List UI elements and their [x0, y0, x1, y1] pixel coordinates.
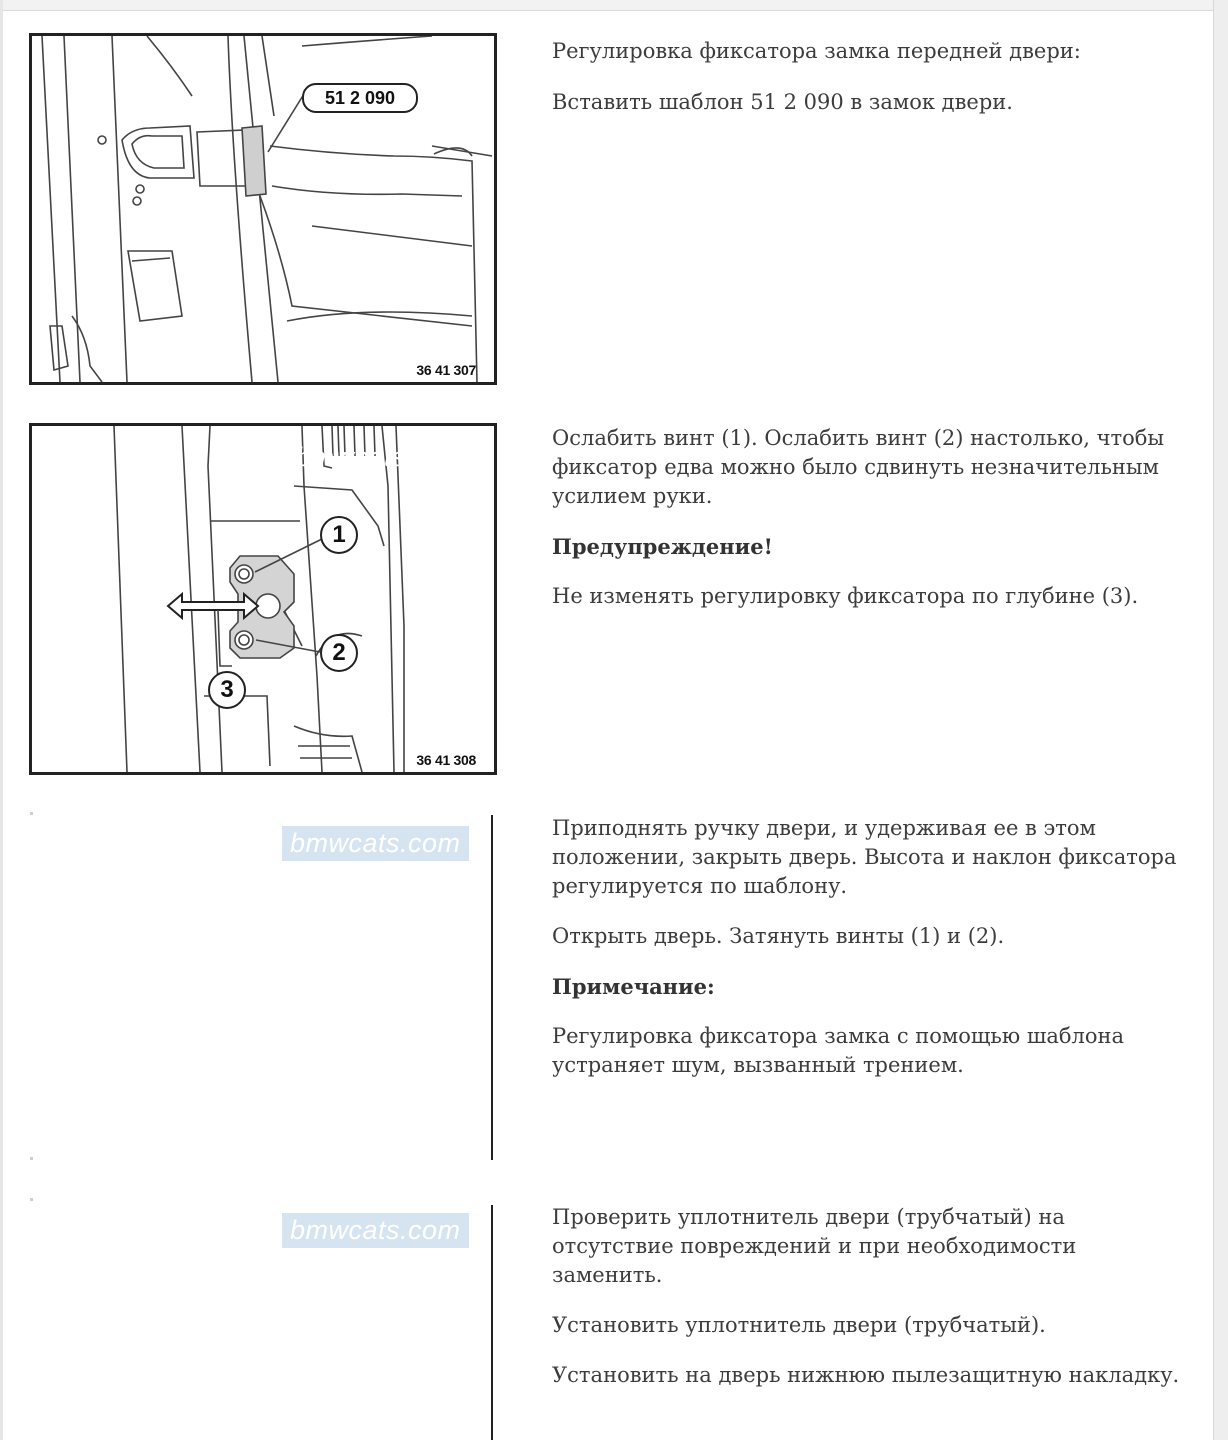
striker-adjustment-drawing [32, 426, 494, 772]
paragraph: Установить уплотнитель двери (трубчатый). [552, 1313, 1046, 1337]
paragraph-line: фиксатор едва можно было сдвинуть незначительным [552, 455, 1159, 479]
figure-edge-line [491, 815, 493, 1160]
paragraph: Открыть дверь. Затянуть винты (1) и (2). [552, 924, 1005, 948]
section-3-text [552, 814, 1192, 1080]
paragraph-line: заменить. [552, 1263, 663, 1287]
paragraph: Установить на дверь нижнюю пылезащитную накладку. [552, 1363, 1180, 1387]
note-heading: Примечание: [552, 974, 715, 999]
watermark: bmwcats.com [298, 52, 469, 82]
paragraph-line: Приподнять ручку двери, и удерживая ее в этом [552, 816, 1096, 840]
watermark: bmwcats.com [282, 1213, 469, 1248]
warning-heading: Предупреждение! [552, 534, 773, 559]
top-border [0, 0, 1228, 11]
paragraph: Регулировка фиксатора замка передней двери: [552, 39, 1081, 63]
paragraph-line: Проверить уплотнитель двери (трубчатый) на [552, 1205, 1065, 1229]
paragraph-line: регулируется по шаблону. [552, 874, 848, 898]
section-2-text [552, 424, 1192, 611]
figure-36-41-308 [29, 423, 497, 775]
paragraph-line: Регулировка фиксатора замка с помощью шаблона [552, 1024, 1125, 1048]
paragraph-line: усилием руки. [552, 484, 713, 508]
callout-3: 3 [208, 671, 246, 709]
scan-speck [30, 1198, 33, 1201]
section-1-text [552, 37, 1192, 117]
tool-label-badge [302, 83, 418, 113]
left-edge [0, 0, 3, 1440]
figure-number: 36 41 307 [416, 362, 476, 378]
scan-speck [30, 812, 33, 815]
figure-edge-line [491, 1205, 493, 1440]
figure-36-41-307 [29, 33, 497, 385]
paragraph: Не изменять регулировку фиксатора по глубине (3). [552, 584, 1139, 608]
paragraph-line: положении, закрыть дверь. Высота и наклон фиксатора [552, 845, 1177, 869]
callout-2: 2 [320, 634, 358, 672]
tool-label: 51 2 090 [324, 88, 396, 108]
paragraph-line: Ослабить винт (1). Ослабить винт (2) настолько, чтобы [552, 426, 1165, 450]
scrollbar-track[interactable] [1213, 0, 1228, 1440]
figure-number: 36 41 308 [416, 752, 476, 768]
callout-1: 1 [320, 516, 358, 554]
watermark: bmwcats.com [282, 826, 469, 861]
section-4-text [552, 1203, 1192, 1390]
scan-speck [30, 1157, 33, 1160]
paragraph: Вставить шаблон 51 2 090 в замок двери. [552, 90, 1013, 114]
paragraph-line: отсутствие повреждений и при необходимости [552, 1234, 1077, 1258]
watermark: bmwcats.com [296, 442, 467, 472]
door-lock-template-drawing [32, 36, 494, 382]
paragraph-line: устраняет шум, вызванный трением. [552, 1053, 964, 1077]
